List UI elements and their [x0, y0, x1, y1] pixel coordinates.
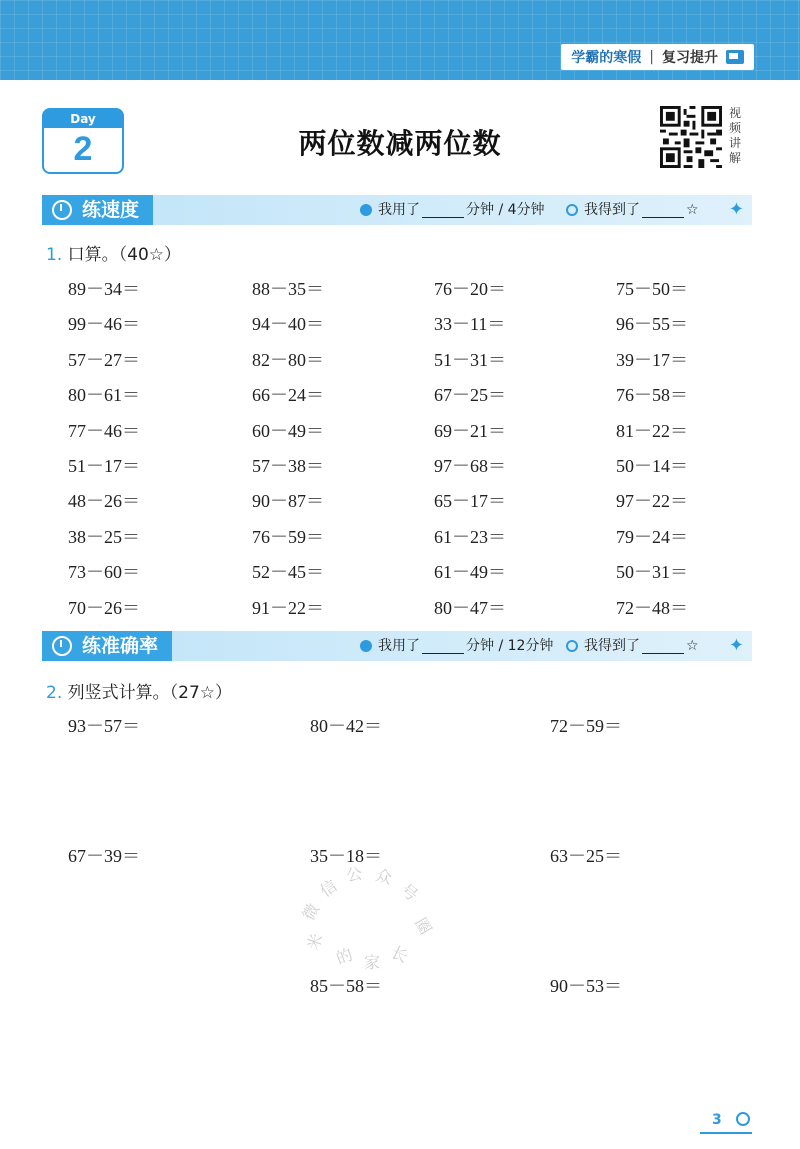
day-label: Day — [44, 110, 122, 128]
mental-math-problem: 66－24＝ — [252, 385, 324, 405]
mental-math-problem: 33－11＝ — [434, 314, 506, 334]
series-name: 学霸的寒假 — [571, 50, 642, 66]
stopwatch-icon — [52, 200, 72, 220]
mental-math-problem: 76－59＝ — [252, 527, 324, 547]
check-icon — [566, 640, 578, 652]
vertical-problem: 93－57＝ — [68, 716, 140, 736]
mental-math-problem: 72－48＝ — [616, 598, 688, 618]
mental-math-problem: 94－40＝ — [252, 314, 324, 334]
mental-math-problem: 81－22＝ — [616, 421, 688, 441]
vertical-problem: 80－42＝ — [310, 716, 382, 736]
mental-math-problem: 76－58＝ — [616, 385, 688, 405]
day-number: 2 — [73, 130, 93, 168]
vertical-problem: 90－53＝ — [550, 976, 622, 996]
top-banner — [0, 0, 800, 80]
watermark-char: 家 — [364, 953, 381, 972]
star-icon: ✦ — [728, 635, 744, 656]
question-text: 口算。（40☆） — [67, 245, 182, 265]
time-used-blank[interactable] — [422, 203, 464, 218]
vertical-problem: 85－58＝ — [310, 976, 382, 996]
target-icon — [52, 636, 72, 656]
mental-math-problem: 52－45＝ — [252, 562, 324, 582]
time-used-blank[interactable] — [422, 639, 464, 654]
mental-math-problem: 70－26＝ — [68, 598, 140, 618]
watermark-char: 米 — [303, 931, 327, 953]
mental-math-problem: 79－24＝ — [616, 527, 688, 547]
time-used-suffix: 分钟 / 4分钟 — [466, 202, 545, 218]
mental-math-problem: 65－17＝ — [434, 491, 506, 511]
question-number: 2. — [46, 683, 63, 703]
mental-math-problem: 61－23＝ — [434, 527, 506, 547]
page-title: 两位数减两位数 — [298, 127, 502, 160]
mental-math-problem: 89－34＝ — [68, 279, 140, 299]
section-speed-label — [42, 195, 153, 225]
vertical-problem: 63－25＝ — [550, 846, 622, 866]
vertical-problem: 35－18＝ — [310, 846, 382, 866]
watermark-char: 公 — [344, 863, 364, 886]
qr-side-char: 讲 — [728, 136, 741, 150]
mental-math-problem: 80－61＝ — [68, 385, 140, 405]
qr-code-icon[interactable] — [660, 106, 722, 168]
stars-got-prefix: 我得到了 — [584, 202, 640, 218]
mental-math-problem: 73－60＝ — [68, 562, 140, 582]
watermark-char: 号 — [397, 879, 422, 905]
time-used-suffix: 分钟 / 12分钟 — [466, 638, 554, 654]
mental-math-problem: 91－22＝ — [252, 598, 324, 618]
section-accuracy-label — [42, 631, 172, 661]
mental-math-problem: 38－25＝ — [68, 527, 140, 547]
stars-got-suffix: ☆ — [686, 202, 699, 218]
mental-math-problem: 99－46＝ — [68, 314, 140, 334]
mental-math-problem: 90－87＝ — [252, 491, 324, 511]
mental-math-problem: 57－38＝ — [252, 456, 324, 476]
mental-math-problem: 88－35＝ — [252, 279, 324, 299]
check-icon — [566, 204, 578, 216]
section-accuracy-bar — [42, 631, 752, 661]
stars-got-suffix: ☆ — [686, 638, 699, 654]
mental-math-problem: 51－17＝ — [68, 456, 140, 476]
mental-math-problem: 75－50＝ — [616, 279, 688, 299]
series-tag — [561, 44, 754, 70]
watermark-char: 众 — [373, 865, 394, 888]
qr-side-text — [728, 106, 742, 166]
section-accuracy-text: 练准确率 — [82, 635, 159, 657]
mental-math-problem: 39－17＝ — [616, 350, 688, 370]
mental-math-problem: 50－31＝ — [616, 562, 688, 582]
page-number: 3 — [712, 1112, 722, 1128]
vertical-problem: 72－59＝ — [550, 716, 622, 736]
mental-math-problem: 76－20＝ — [434, 279, 506, 299]
watermark-char: 信 — [316, 875, 341, 901]
watermark-char: 圈 — [410, 914, 436, 938]
mental-math-problem: 97－22＝ — [616, 491, 688, 511]
page-number-box — [700, 1110, 752, 1134]
drop-icon — [360, 640, 372, 652]
drop-icon — [360, 204, 372, 216]
section-speed-bar — [42, 195, 752, 225]
sun-icon — [736, 1112, 750, 1126]
watermark-stamp — [298, 858, 448, 972]
mental-math-problem: 77－46＝ — [68, 421, 140, 441]
stars-got-prefix: 我得到了 — [584, 638, 640, 654]
mental-math-problem: 50－14＝ — [616, 456, 688, 476]
series-subtitle: 复习提升 — [662, 50, 718, 66]
time-used — [360, 195, 545, 225]
question-2 — [46, 678, 232, 703]
time-used-prefix: 我用了 — [378, 202, 420, 218]
mental-math-problem: 48－26＝ — [68, 491, 140, 511]
watermark-char: 的 — [333, 944, 356, 969]
question-number: 1. — [46, 245, 63, 265]
question-1 — [46, 240, 181, 265]
time-used — [360, 631, 553, 661]
stars-got — [566, 195, 699, 225]
mental-math-problem: 96－55＝ — [616, 314, 688, 334]
mental-math-problem: 61－49＝ — [434, 562, 506, 582]
series-separator: | — [649, 49, 654, 65]
stars-got — [566, 631, 699, 661]
mental-math-problem: 60－49＝ — [252, 421, 324, 441]
book-icon — [726, 50, 744, 64]
star-icon: ✦ — [728, 199, 744, 220]
mental-math-problem: 97－68＝ — [434, 456, 506, 476]
mental-math-problem: 57－27＝ — [68, 350, 140, 370]
stars-got-blank[interactable] — [642, 203, 684, 218]
time-used-prefix: 我用了 — [378, 638, 420, 654]
qr-side-char: 视 — [728, 106, 741, 120]
mental-math-problem: 67－25＝ — [434, 385, 506, 405]
stars-got-blank[interactable] — [642, 639, 684, 654]
mental-math-problem: 80－47＝ — [434, 598, 506, 618]
mental-math-problem: 69－21＝ — [434, 421, 506, 441]
watermark-char: 长 — [388, 942, 411, 967]
watermark-char: 微 — [298, 900, 324, 924]
question-text: 列竖式计算。（27☆） — [67, 683, 233, 703]
section-speed-text: 练速度 — [82, 199, 140, 221]
qr-side-char: 频 — [728, 121, 741, 135]
vertical-problem: 67－39＝ — [68, 846, 140, 866]
mental-math-problem: 51－31＝ — [434, 350, 506, 370]
mental-math-problem: 82－80＝ — [252, 350, 324, 370]
qr-side-char: 解 — [728, 151, 741, 165]
